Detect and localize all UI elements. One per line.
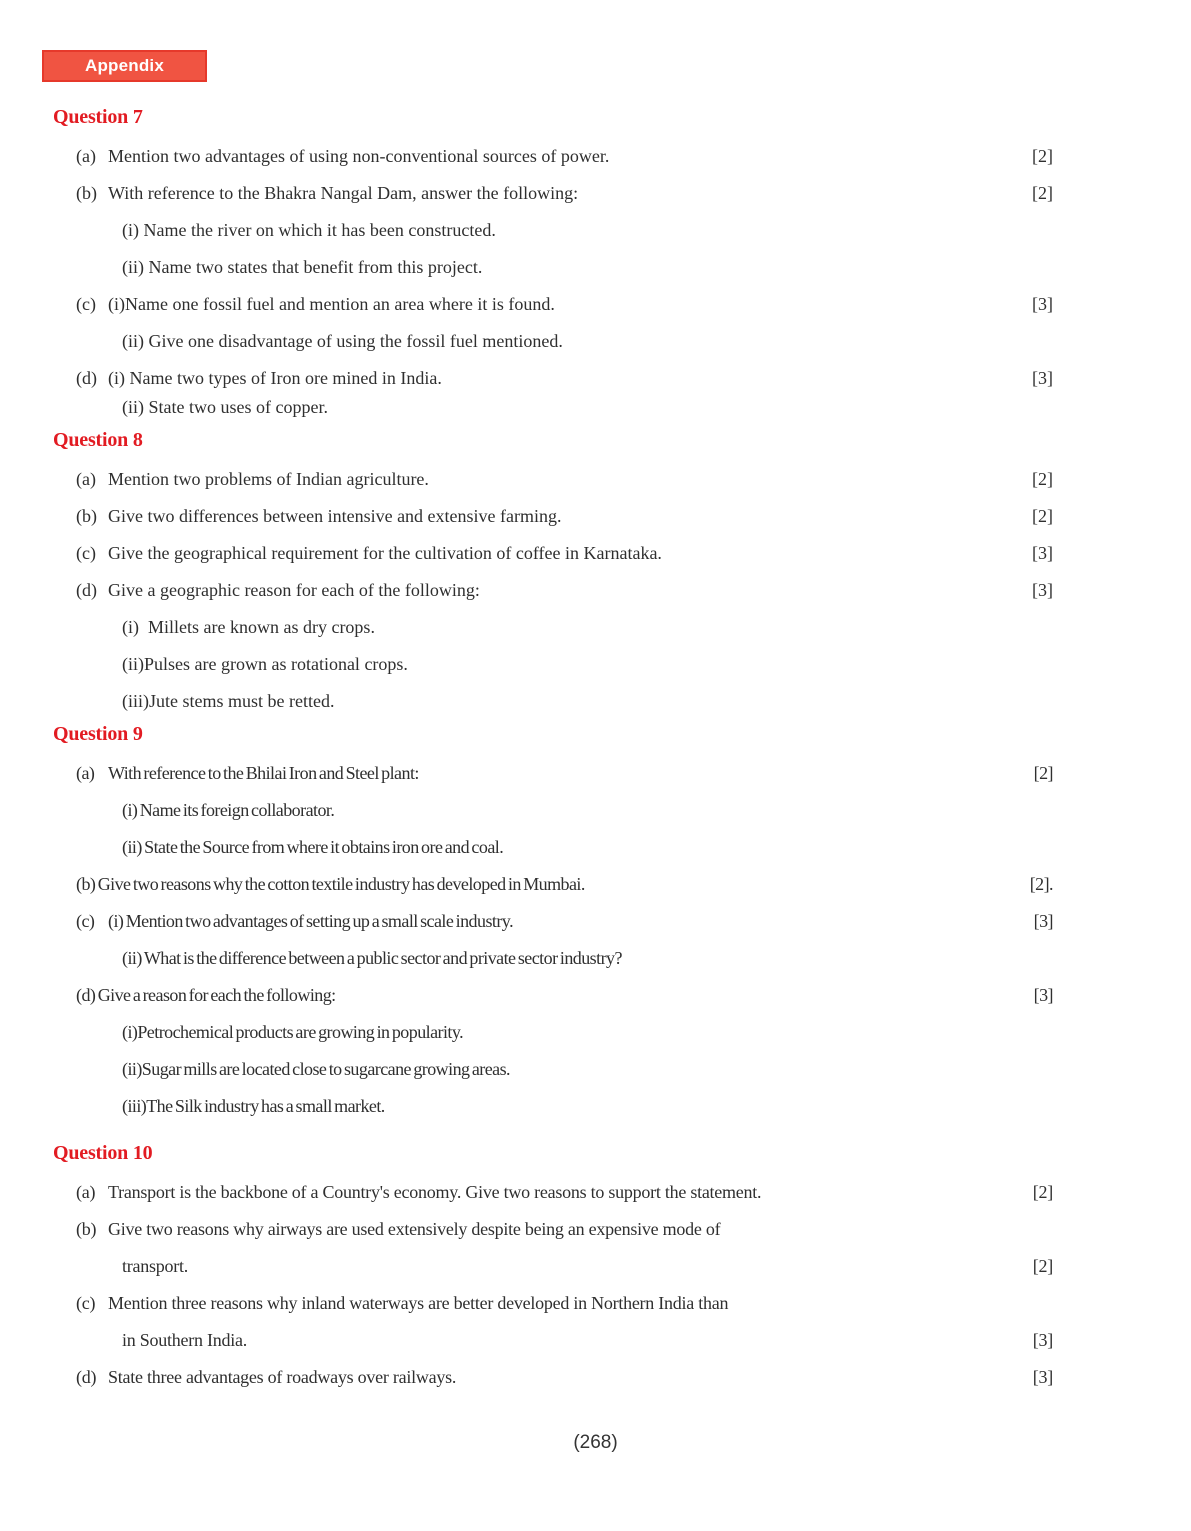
row-marks: [3] [1032,1330,1053,1350]
row-marks: [3] [1033,985,1053,1005]
row-text: With reference to the Bhilai Iron and Steel plant: [108,763,419,783]
appendix-badge-label: Appendix [84,56,165,75]
question-block [0,1141,1191,1388]
row-marks: [3] [1032,580,1053,600]
page-number: (268) [573,1432,618,1453]
row-label: (d) [76,1367,97,1387]
question-row [76,506,1053,527]
question-block [0,428,1191,712]
row-marks: [2] [1032,183,1053,203]
row-marks: [3] [1032,543,1053,563]
question-row [76,1219,1053,1240]
question-block [0,105,1191,418]
question-row [76,368,1053,389]
row-marks: [2] [1032,506,1053,526]
question-row [76,763,1053,784]
row-text: (ii) State two uses of copper. [122,397,328,417]
row-text: (i) Name its foreign collaborator. [122,800,335,820]
row-text: (i) Name two types of Iron ore mined in India. [108,368,442,388]
question-row [76,617,1053,638]
row-label: (b) [76,1219,97,1239]
question-row [76,220,1053,241]
row-text: (ii) Name two states that benefit from this project. [122,257,483,277]
row-text: (i)Petrochemical products are growing in popularity. [122,1022,464,1042]
question-row [76,654,1053,675]
question-row [76,948,1053,969]
row-label: (a) [76,763,95,783]
question-row [76,691,1053,712]
question-row [76,543,1053,564]
row-text: Mention two problems of Indian agriculture. [108,469,429,489]
question-row [76,800,1053,821]
row-text: Mention three reasons why inland waterways are better developed in Northern India than [108,1293,729,1313]
row-text: (b) Give two reasons why the cotton textile industry has developed in Mumbai. [76,874,585,894]
question-title: Question 9 [53,723,143,745]
row-text: (ii) Give one disadvantage of using the fossil fuel mentioned. [122,331,563,351]
question-row [76,1256,1053,1277]
row-label: (c) [76,294,96,314]
question-row [76,1059,1053,1080]
row-text: (ii)Pulses are grown as rotational crops. [122,654,408,674]
row-label: (b) [76,183,97,203]
row-text: (ii) State the Source from where it obtains iron ore and coal. [122,837,504,857]
row-text: Give the geographical requirement for the cultivation of coffee in Karnataka. [108,543,662,563]
appendix-badge [42,50,207,82]
row-label: (a) [76,146,96,166]
row-marks: [2] [1032,1182,1053,1202]
row-text: (i) Mention two advantages of setting up a small scale industry. [108,911,514,931]
question-title: Question 8 [53,429,143,451]
row-label: (c) [76,543,96,563]
row-marks: [2] [1032,1256,1053,1276]
row-text: (i) Name the river on which it has been constructed. [122,220,496,240]
row-text: (iii)The Silk industry has a small market. [122,1096,385,1116]
row-text: (iii)Jute stems must be retted. [122,691,335,711]
question-row [76,1367,1053,1388]
question-row [76,874,1053,895]
question-row [76,580,1053,601]
row-marks: [2] [1032,146,1053,166]
question-row [76,469,1053,490]
row-label: (b) [76,506,97,526]
question-row [76,1182,1053,1203]
row-marks: [3] [1033,911,1053,931]
row-text: Mention two advantages of using non-conventional sources of power. [108,146,610,166]
row-text: (ii) What is the difference between a public sector and private sector industry? [122,948,622,968]
row-text: (ii)Sugar mills are located close to sugarcane growing areas. [122,1059,510,1079]
question-row [76,294,1053,315]
row-marks: [3] [1032,294,1053,314]
row-text: State three advantages of roadways over railways. [108,1367,457,1387]
row-text: Give a geographic reason for each of the following: [108,580,480,600]
row-label: (c) [76,911,95,931]
row-marks: [2]. [1029,874,1053,894]
row-text: (i)Name one fossil fuel and mention an area where it is found. [108,294,555,314]
row-marks: [3] [1032,368,1053,388]
row-marks: [3] [1032,1367,1053,1387]
question-row [76,1293,1053,1314]
question-block [0,722,1191,1117]
row-text: Give two differences between intensive and extensive farming. [108,506,562,526]
row-text: in Southern India. [122,1330,247,1350]
row-text: transport. [122,1256,188,1276]
question-row [76,911,1053,932]
row-text: (i) Millets are known as dry crops. [122,617,375,637]
question-row [76,183,1053,204]
row-text: (d) Give a reason for each the following: [76,985,336,1005]
question-title: Question 7 [53,106,143,128]
question-row [76,837,1053,858]
row-label: (c) [76,1293,96,1313]
row-text: Transport is the backbone of a Country's economy. Give two reasons to support the statement. [108,1182,762,1202]
question-row [76,1330,1053,1351]
row-label: (a) [76,469,96,489]
row-marks: [2] [1032,469,1053,489]
row-marks: [2] [1033,763,1053,783]
row-label: (d) [76,580,97,600]
row-text: Give two reasons why airways are used extensively despite being an expensive mode of [108,1219,721,1239]
row-label: (a) [76,1182,96,1202]
question-row [76,331,1053,352]
question-title: Question 10 [53,1142,153,1164]
question-row [76,257,1053,278]
question-row [76,985,1053,1006]
question-row [76,146,1053,167]
question-row [76,397,1053,418]
row-text: With reference to the Bhakra Nangal Dam, answer the following: [108,183,579,203]
question-row [76,1096,1053,1117]
row-label: (d) [76,368,97,388]
question-row [76,1022,1053,1043]
